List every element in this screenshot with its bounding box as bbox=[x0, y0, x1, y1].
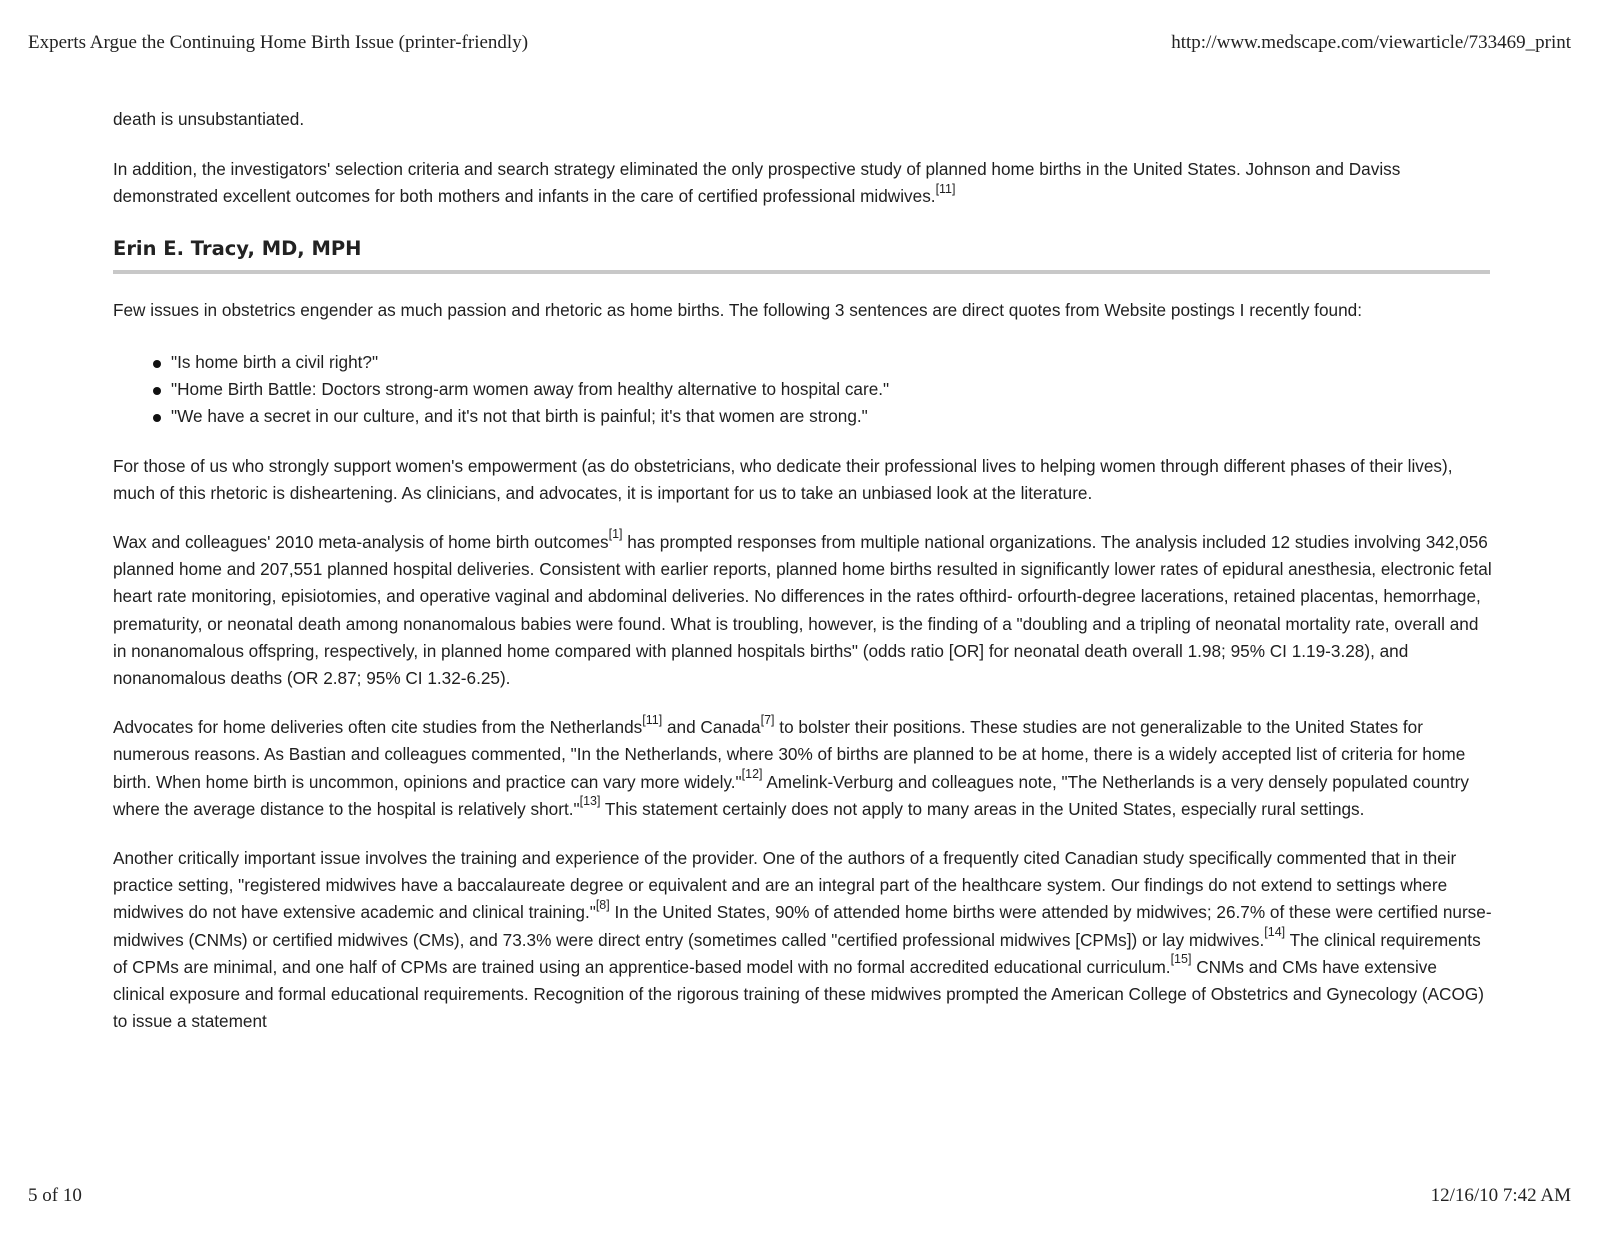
paragraph-empowerment: For those of us who strongly support women's empowerment (as do obstetricians, who dedicate their professional lives to helping women through different phases of their lives), much of this rhetoric is disheartening. As clinicians, and advocates, it is important for us to take an unbiased look at the literature. bbox=[113, 455, 1453, 503]
paragraph-text: Amelink-Verburg and colleagues note, "The Netherlands is a very densely populated country where the average distance to the hospital is relatively short." bbox=[113, 771, 1469, 819]
citation-ref[interactable]: [15] bbox=[1170, 952, 1192, 967]
paragraph-text: and Canada bbox=[662, 717, 761, 738]
citation-ref[interactable]: [13] bbox=[579, 794, 601, 809]
paragraph-text: to bolster their positions. These studies are not generalizable to the United States for numerous reasons. As Bastian and colleagues commented, "In the Netherlands, where 30% of births are planned to be at home, there is a widely accepted list of criteria for home birth. When home birth is uncommon, opinions and practice can vary more widely." bbox=[113, 717, 1466, 792]
page-header-url: http://www.medscape.com/viewarticle/733469_print bbox=[1171, 32, 1571, 53]
citation-ref[interactable]: [1] bbox=[608, 527, 623, 542]
paragraph-text: has prompted responses from multiple national organizations. The analysis included 12 studies involving 342,056 planned home and 207,551 planned hospital deliveries. Consistent with earlier reports, planned home births resulted in significantly lower rates of epidural anesthesia, electronic fetal heart rate monitoring, episiotomies, and operative vaginal and abdominal deliveries. No differences in the rates ofthird- orfourth-degree lacerations, retained placentas, hemorrhage, prematurity, or neonatal death among nonanomalous babies were found. What is troubling, however, is the finding of a "doubling and a tripling of neonatal mortality rate, overall and in nonanomalous offspring, respectively, in planned home compared with planned hospitals births" (odds ratio [OR] for neonatal death overall 1.98; 95% CI 1.19-3.28), and nonanomalous deaths (OR 2.87; 95% CI 1.32-6.25). bbox=[113, 532, 1492, 689]
paragraph-intro: Few issues in obstetrics engender as much passion and rhetoric as home births. The following 3 sentences are direct quotes from Website postings I recently found: bbox=[113, 299, 1362, 320]
paragraph-netherlands-canada bbox=[113, 714, 1493, 823]
quote-item: "Home Birth Battle: Doctors strong-arm women away from healthy alternative to hospital care." bbox=[171, 376, 1493, 403]
paragraph-meta-analysis bbox=[113, 529, 1493, 692]
paragraph-text: CNMs and CMs have extensive clinical exposure and formal educational requirements. Recognition of the rigorous training of these midwives prompted the American College of Obstetrics and Gynecology (ACOG) to issue a statement bbox=[113, 956, 1484, 1032]
paragraph-text: Another critically important issue involves the training and experience of the provider. One of the authors of a frequently cited Canadian study specifically commented that in their practice setting, "registered midwives have a baccalaureate degree or equivalent and are an integral part of the healthcare system. Our findings do not extend to settings where midwives do not have extensive academic and clinical training." bbox=[113, 848, 1457, 923]
paragraph-text: In addition, the investigators' selection criteria and search strategy eliminated the only prospective study of planned home births in the United States. Johnson and Daviss demonstrated excellent outcomes for both mothers and infants in the care of certified professional midwives. bbox=[113, 159, 1401, 207]
quote-item: "Is home birth a civil right?" bbox=[171, 349, 1493, 376]
page-header-title: Experts Argue the Continuing Home Birth Issue (printer-friendly) bbox=[28, 32, 529, 53]
paragraph-text: In the United States, 90% of attended home births were attended by midwives; 26.7% of these were certified nurse-midwives (CNMs) or certified midwives (CMs), and 73.3% were direct entry (sometimes called "certified professional midwives [CPMs]) or lay midwives. bbox=[113, 902, 1492, 950]
citation-ref[interactable]: [12] bbox=[741, 766, 763, 781]
citation-ref[interactable]: [11] bbox=[642, 712, 663, 727]
citation-ref[interactable]: [8] bbox=[595, 897, 610, 912]
page-footer-page-number: 5 of 10 bbox=[28, 1185, 82, 1206]
paragraph-text: The clinical requirements of CPMs are minimal, and one half of CPMs are trained using an apprentice-based model with no formal accredited educational curriculum. bbox=[113, 929, 1481, 977]
citation-ref[interactable]: [7] bbox=[760, 712, 775, 727]
paragraph-selection-criteria bbox=[113, 156, 1493, 210]
citation-ref[interactable]: [11] bbox=[935, 181, 956, 196]
paragraph-text: Wax and colleagues' 2010 meta-analysis of home birth outcomes bbox=[113, 532, 609, 553]
citation-ref[interactable]: [14] bbox=[1264, 924, 1286, 939]
paragraph-death-unsubstantiated: death is unsubstantiated. bbox=[113, 109, 305, 129]
quote-item: "We have a secret in our culture, and it's not that birth is painful; it's that women are strong." bbox=[171, 403, 1493, 430]
paragraph-text: Advocates for home deliveries often cite studies from the Netherlands bbox=[113, 717, 643, 738]
paragraph-text: This statement certainly does not apply to many areas in the United States, especially rural settings. bbox=[600, 798, 1365, 819]
quotes-list bbox=[113, 349, 1493, 431]
section-heading-author: Erin E. Tracy, MD, MPH bbox=[113, 233, 1490, 274]
page-footer-datetime: 12/16/10 7:42 AM bbox=[1430, 1185, 1571, 1206]
article-body bbox=[113, 106, 1493, 1057]
paragraph-provider-training bbox=[113, 845, 1493, 1035]
